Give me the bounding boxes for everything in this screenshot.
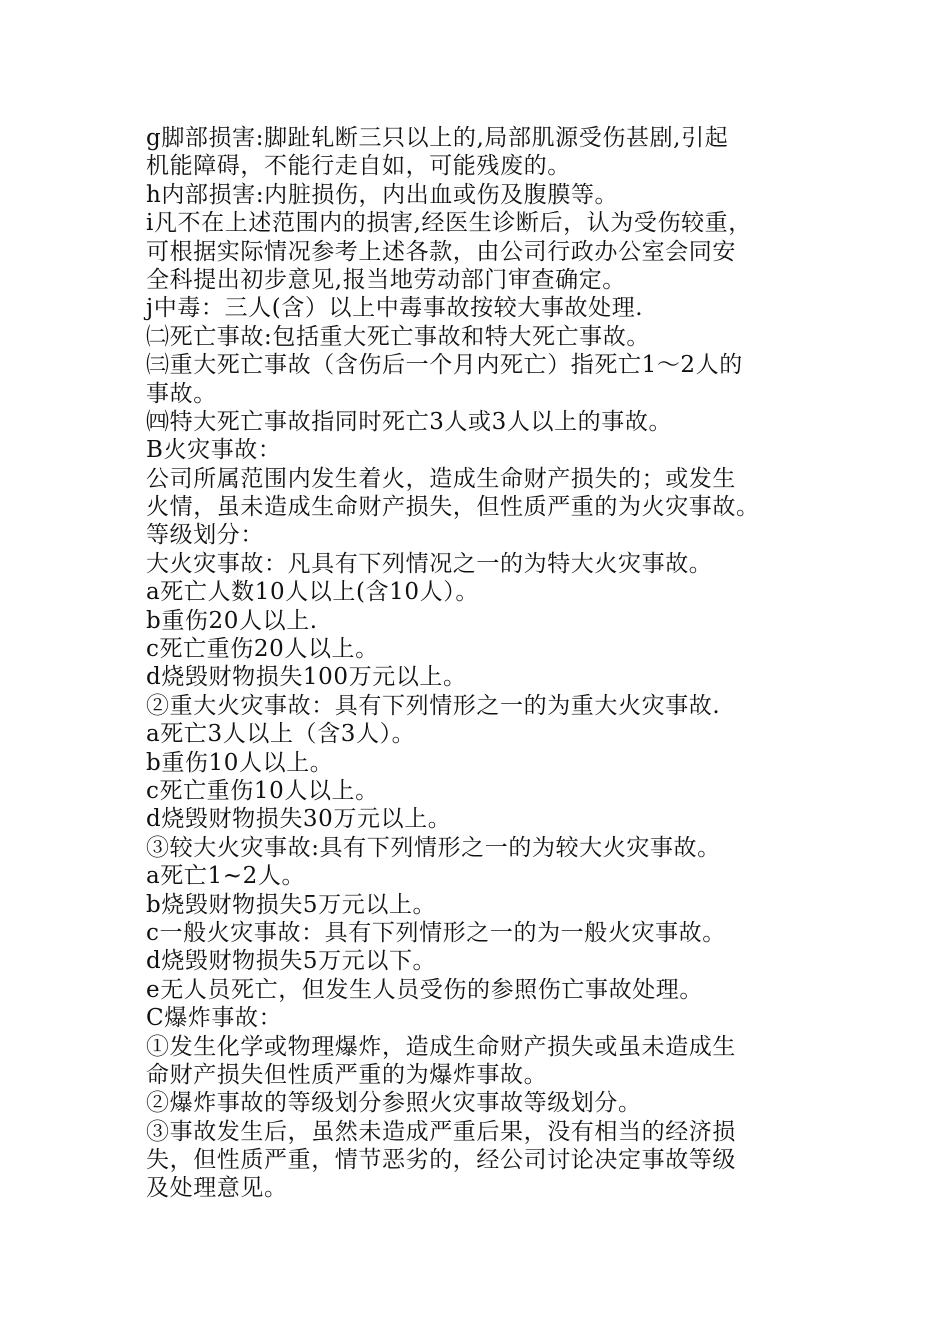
- list-item: c死亡重伤10人以上。: [146, 777, 379, 804]
- text-line: 全科提出初步意见,报当地劳动部门审查确定。: [146, 266, 626, 293]
- list-item: c死亡重伤20人以上。: [146, 636, 379, 663]
- list-item: b烧毁财物损失5万元以上。: [146, 891, 437, 918]
- text-line: 机能障碍，不能行走自如，可能残废的。: [146, 153, 571, 180]
- text-line: h内部损害:内脏损伤，内出血或伤及腹膜等。: [146, 181, 619, 208]
- text-line: 等级划分：: [146, 522, 264, 549]
- text-line: ㈢重大死亡事故（含伤后一个月内死亡）指死亡1～2人的: [146, 352, 743, 379]
- list-item: c一般火灾事故：具有下列情形之一的为一般火灾事故。: [146, 919, 726, 946]
- list-item: a死亡人数10人以上(含10人）。: [146, 579, 479, 606]
- text-line: 大火灾事故：凡具有下列情况之一的为特大火灾事故。: [146, 550, 713, 577]
- section-heading: B火灾事故：: [146, 437, 282, 464]
- text-line: ①发生化学或物理爆炸，造成生命财产损失或虽未造成生: [146, 1033, 736, 1060]
- list-item: a死亡1~2人。: [146, 863, 306, 890]
- list-item: b重伤20人以上.: [146, 607, 318, 634]
- text-line: 可根据实际情况参考上述各款，由公司行政办公室会同安: [146, 238, 736, 265]
- text-line: 公司所属范围内发生着火，造成生命财产损失的；或发生: [146, 465, 736, 492]
- text-line: 火情，虽未造成生命财产损失，但性质严重的为火灾事故。: [146, 494, 760, 521]
- text-line: i凡不在上述范围内的损害,经医生诊断后，认为受伤较重，: [146, 210, 752, 237]
- text-line: 失，但性质严重，情节恶劣的，经公司讨论决定事故等级: [146, 1147, 736, 1174]
- list-item: a死亡3人以上（含3人）。: [146, 721, 416, 748]
- text-line: 事故。: [146, 380, 217, 407]
- list-item: d烧毁财物损失5万元以下。: [146, 948, 437, 975]
- document-body: [146, 124, 806, 1203]
- section-heading: C爆炸事故：: [146, 1005, 283, 1032]
- list-item: d烧毁财物损失30万元以上。: [146, 806, 452, 833]
- text-line: ②爆炸事故的等级划分参照火灾事故等级划分。: [146, 1090, 642, 1117]
- text-line: j中毒：三人(含）以上中毒事故按较大事故处理.: [146, 295, 644, 322]
- text-line: 命财产损失但性质严重的为爆炸事故。: [146, 1061, 548, 1088]
- list-item: e无人员死亡，但发生人员受伤的参照伤亡事故处理。: [146, 976, 704, 1003]
- text-line: ②重大火灾事故：具有下列情形之一的为重大火灾事故.: [146, 692, 721, 719]
- text-line: ③较大火灾事故:具有下列情形之一的为较大火灾事故。: [146, 834, 721, 861]
- text-line: g脚部损害:脚趾轧断三只以上的,局部肌源受伤甚剧,引起: [146, 125, 729, 151]
- text-line: ㈡死亡事故:包括重大死亡事故和特大死亡事故。: [146, 323, 650, 350]
- list-item: b重伤10人以上。: [146, 749, 334, 776]
- text-line: ㈣特大死亡事故指同时死亡3人或3人以上的事故。: [146, 408, 673, 435]
- list-item: d烧毁财物损失100万元以上。: [146, 664, 467, 691]
- text-line: ③事故发生后，虽然未造成严重后果，没有相当的经济损: [146, 1118, 736, 1145]
- text-line: 及处理意见。: [146, 1175, 288, 1202]
